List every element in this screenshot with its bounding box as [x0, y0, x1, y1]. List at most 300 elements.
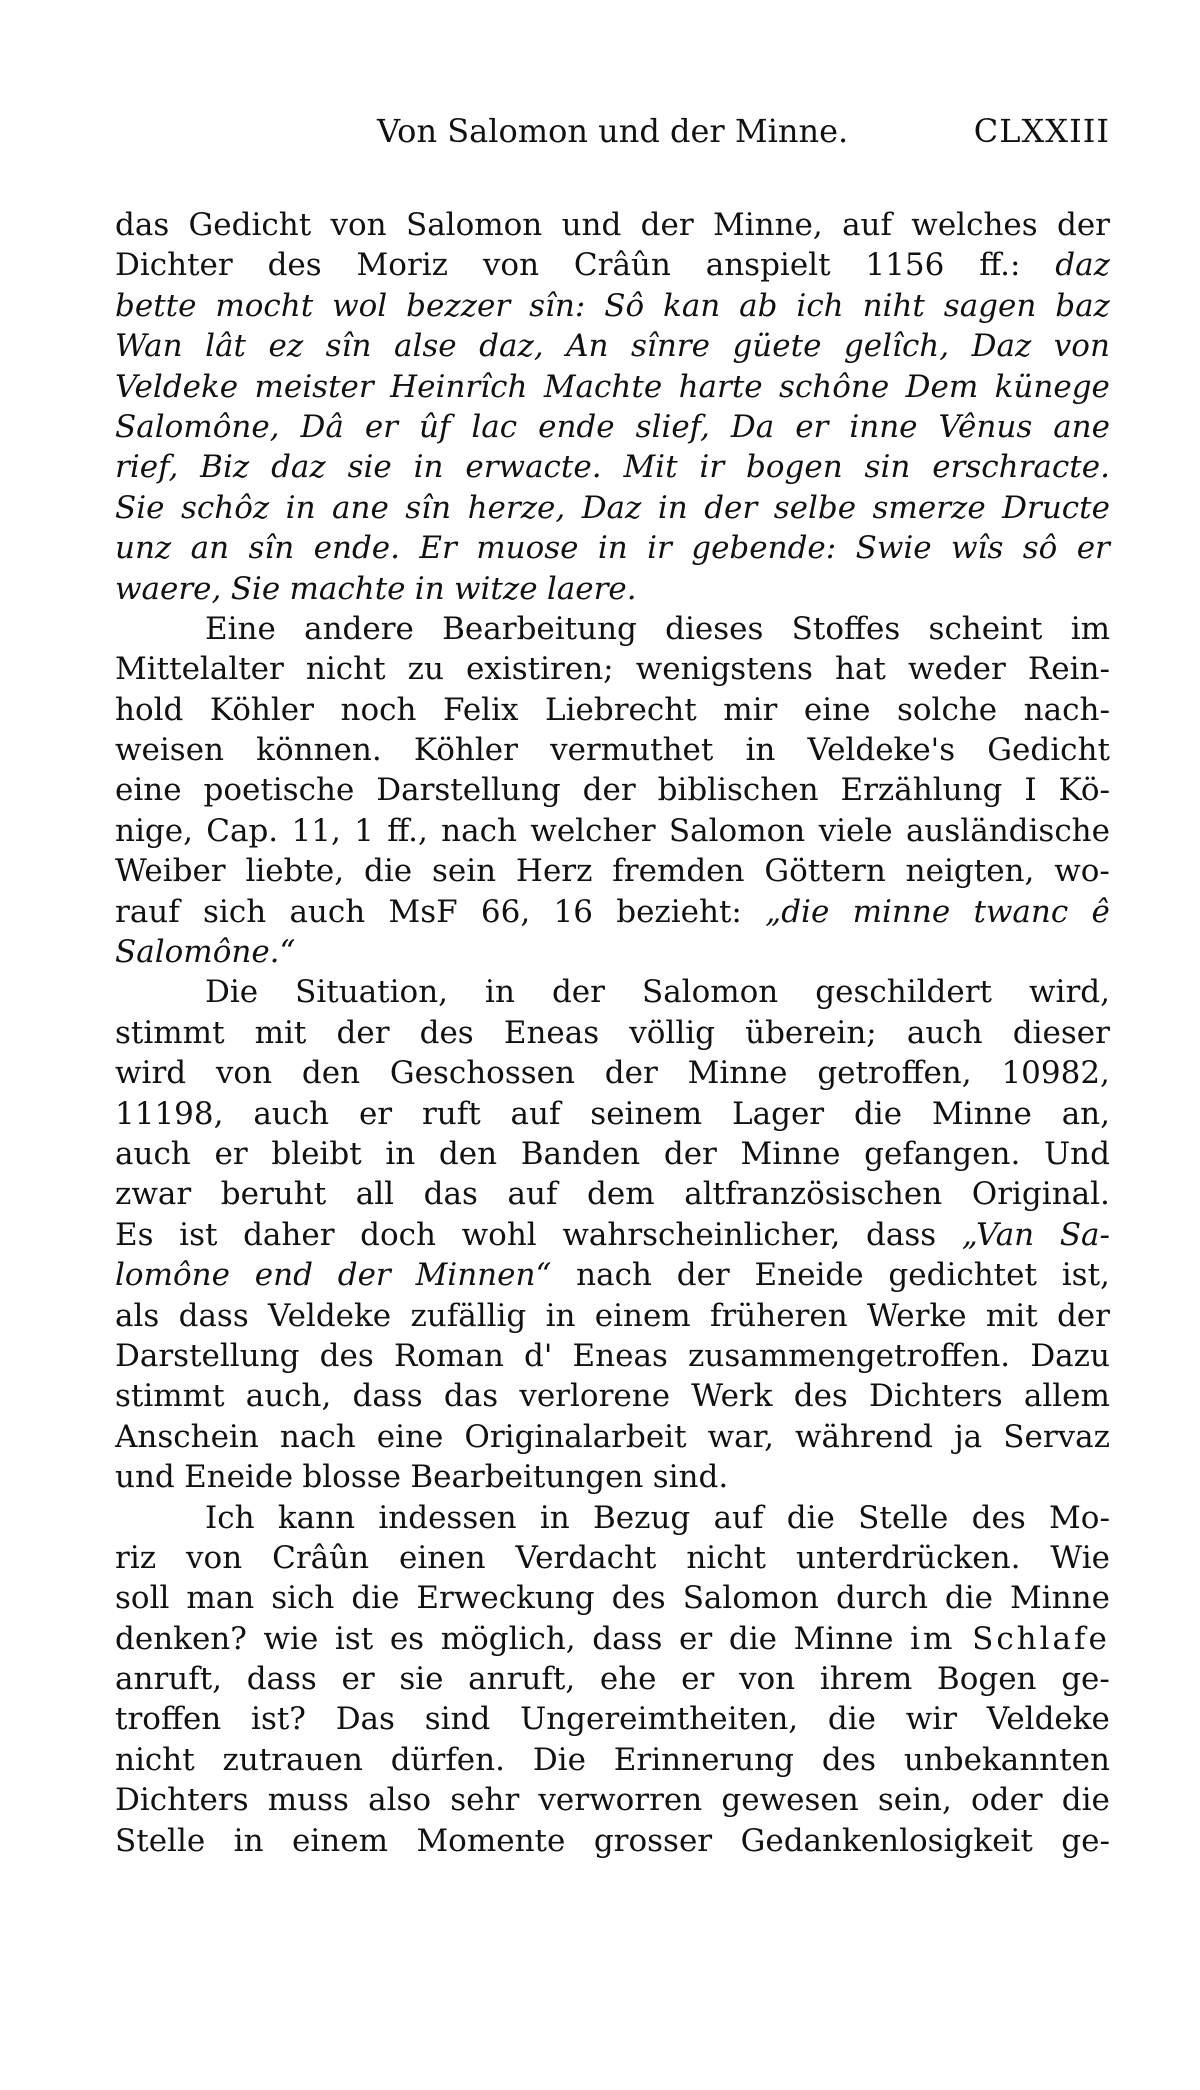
word: Dichter: [115, 247, 233, 284]
word: die: [944, 1580, 994, 1617]
word: nach: [576, 1257, 652, 1294]
word: während: [795, 1418, 933, 1455]
word: Eneide: [754, 1257, 864, 1294]
word: die: [1061, 1782, 1110, 1819]
word: daz: [1055, 247, 1110, 284]
word: ff.,: [387, 812, 428, 849]
word: sô: [1022, 530, 1058, 567]
text-line: [115, 1821, 1110, 1861]
word: noch: [340, 691, 417, 728]
word: Wie: [1050, 1539, 1110, 1576]
text-line: [115, 1174, 1110, 1214]
word: Köhler: [209, 691, 314, 728]
word: Dâ: [300, 408, 344, 445]
word: ruft: [421, 1095, 481, 1132]
text-line: [115, 1255, 1110, 1295]
word: mir: [723, 691, 778, 728]
word: ir: [647, 530, 672, 567]
word: geschildert: [815, 974, 993, 1011]
text-line: [115, 1699, 1110, 1739]
word: nach: [279, 1418, 356, 1455]
word: Heinrîch: [390, 368, 528, 405]
word: Eneas: [572, 1337, 668, 1374]
word: wie: [263, 1620, 319, 1657]
word: end: [254, 1257, 313, 1294]
word: oder: [970, 1782, 1043, 1819]
word: in: [233, 1822, 264, 1859]
word: ge-: [1061, 1661, 1110, 1698]
word: auch: [289, 893, 366, 930]
word: zufällig: [410, 1297, 527, 1334]
word: Es: [115, 1216, 154, 1253]
word: Salomon: [668, 812, 806, 849]
word: einen: [399, 1539, 486, 1576]
word: Crâûn: [573, 247, 671, 284]
word: ge-: [1061, 1822, 1110, 1859]
text-line: [115, 1457, 1110, 1497]
word: Eneas: [503, 1014, 600, 1051]
word: Sie: [230, 570, 281, 607]
text-line: [115, 1417, 1110, 1457]
word: völlig: [629, 1014, 716, 1051]
word: Crâûn: [272, 1539, 370, 1576]
word: von: [1053, 328, 1110, 365]
word: Mit: [623, 449, 678, 486]
word: riz: [115, 1539, 157, 1576]
word: dürfen.: [390, 1741, 505, 1778]
word: blosse: [302, 1459, 402, 1496]
word: verworren: [538, 1782, 703, 1819]
word: Daz: [581, 489, 642, 526]
word: ist: [334, 1620, 374, 1657]
word: gelîch,: [843, 328, 950, 365]
word: also: [368, 1782, 432, 1819]
text-line: [115, 488, 1110, 528]
word: den: [301, 1055, 361, 1092]
word: getroffen,: [817, 1055, 972, 1092]
text-line: [115, 770, 1110, 810]
word: An: [566, 328, 609, 365]
word: witze: [453, 570, 538, 607]
word: Mo-: [1049, 1499, 1110, 1536]
word: indessen: [378, 1499, 517, 1536]
word: rief,: [115, 449, 179, 486]
word: denken?: [115, 1620, 247, 1657]
word: „die: [765, 893, 830, 930]
word: von: [482, 247, 540, 284]
word: minne: [852, 893, 951, 930]
word: welches: [911, 207, 1038, 243]
word: durch: [835, 1580, 928, 1617]
word: es: [389, 1620, 425, 1657]
word: Stelle: [858, 1499, 949, 1536]
word: rauf: [115, 893, 180, 930]
word: dieses: [665, 610, 764, 647]
text-line: [115, 367, 1110, 407]
word: nicht: [115, 1741, 195, 1778]
word: viele: [818, 812, 893, 849]
word: neigten,: [905, 853, 1035, 890]
word: des: [419, 1014, 474, 1051]
word: Mittelalter: [115, 651, 284, 688]
text-line: [115, 1296, 1110, 1336]
word: in: [539, 1499, 570, 1536]
word: sîn: [405, 489, 452, 526]
word: erwacte.: [465, 449, 602, 486]
word: ff.:: [979, 247, 1021, 284]
word: anspielt: [705, 247, 831, 284]
word: vermuthet: [550, 732, 714, 769]
word: Dichters: [115, 1782, 249, 1819]
word: sein: [431, 853, 497, 890]
word: dass: [178, 1297, 249, 1334]
word: Ungereimtheiten,: [520, 1701, 799, 1738]
word: Daz: [971, 328, 1032, 365]
word: doch: [360, 1216, 437, 1253]
word: der: [663, 1135, 717, 1172]
word: mit: [254, 1014, 307, 1051]
word: MsF: [388, 893, 458, 930]
word: in: [657, 489, 688, 526]
word: 11,: [291, 812, 341, 849]
word: eine: [115, 772, 182, 809]
word: in: [413, 449, 444, 486]
word: auf: [510, 1095, 561, 1132]
word: ab: [739, 287, 778, 324]
text-line: [115, 932, 1110, 972]
word: kann: [277, 1499, 356, 1536]
word: Göttern: [764, 853, 886, 890]
word: verlorene: [519, 1378, 671, 1415]
word: wo-: [1054, 853, 1110, 890]
word: solche: [896, 691, 998, 728]
word: auch: [115, 1135, 191, 1172]
word: Dem: [905, 368, 979, 405]
word: das: [443, 1378, 499, 1415]
word: meister: [254, 368, 374, 405]
text-line: [115, 730, 1110, 770]
word: harte: [678, 368, 763, 405]
word: Bogen: [936, 1661, 1037, 1698]
word: altfranzösischen: [684, 1176, 943, 1213]
word: nicht: [686, 1539, 766, 1576]
word: wird,: [1029, 974, 1110, 1011]
word: zutrauen: [222, 1741, 363, 1778]
word: andere: [304, 610, 414, 647]
word: ane: [1053, 408, 1110, 445]
text-line: [115, 205, 1110, 245]
text-line: [115, 326, 1110, 366]
word: ê: [1091, 893, 1110, 930]
page-header: [115, 112, 1110, 162]
word: war,: [707, 1418, 774, 1455]
word: sie: [399, 1661, 444, 1698]
word: Cap.: [206, 812, 279, 849]
word: Das: [335, 1701, 395, 1738]
word: liebte,: [245, 853, 345, 890]
word: troffen: [115, 1701, 222, 1738]
word: wîs: [951, 530, 1004, 567]
text-line: [115, 1053, 1110, 1093]
word: bette: [115, 287, 197, 324]
word: als: [115, 1297, 160, 1334]
body-text: [115, 205, 1110, 1861]
word: auf: [842, 207, 892, 243]
word: ende: [538, 408, 615, 445]
word: Minnen“: [415, 1257, 552, 1294]
word: ir: [699, 449, 725, 486]
word: unterdrücken.: [795, 1539, 1021, 1576]
word: Schlafe: [972, 1620, 1110, 1657]
word: einem: [594, 1297, 691, 1334]
page-number: CLXXIII: [973, 112, 1110, 150]
word: Stoffes: [791, 610, 901, 647]
word: Ich: [205, 1499, 255, 1536]
text-line: [115, 1659, 1110, 1699]
word: Werke: [866, 1297, 967, 1334]
word: seinem: [590, 1095, 703, 1132]
word: Minne: [931, 1095, 1032, 1132]
word: alse: [393, 328, 457, 365]
word: bezieht:: [616, 893, 742, 930]
word: eine: [376, 1418, 444, 1455]
word: Sô: [604, 287, 645, 324]
word: nige,: [115, 812, 193, 849]
word: muss: [267, 1782, 349, 1819]
word: wird: [115, 1055, 187, 1092]
word: Gedankenlosigkeit: [740, 1822, 1033, 1859]
word: Moriz: [356, 247, 449, 284]
word: dem: [587, 1176, 655, 1213]
word: mit: [985, 1297, 1038, 1334]
word: „Van: [961, 1216, 1035, 1253]
word: scheint: [928, 610, 1043, 647]
word: können.: [256, 732, 382, 769]
word: laere.: [546, 570, 637, 607]
word: Sa-: [1059, 1216, 1110, 1253]
word: in: [385, 1135, 416, 1172]
word: das: [423, 1176, 478, 1213]
word: daz: [271, 449, 326, 486]
word: Swie: [855, 530, 932, 567]
word: ist?: [251, 1701, 306, 1738]
word: des: [611, 1580, 666, 1617]
word: zusammengetroffen.: [688, 1337, 1011, 1374]
word: slief,: [635, 408, 710, 445]
word: sînre: [631, 328, 710, 365]
word: auf: [507, 1176, 558, 1213]
word: Salomon: [641, 974, 779, 1011]
word: güete: [732, 328, 822, 365]
text-line: [115, 1619, 1110, 1659]
word: 66,: [480, 893, 531, 930]
text-line: [115, 1376, 1110, 1416]
word: der: [1056, 1297, 1110, 1334]
text-line: [115, 972, 1110, 1012]
word: Die: [205, 974, 259, 1011]
word: sind: [424, 1701, 491, 1738]
word: sein,: [877, 1782, 952, 1819]
word: er: [341, 1661, 375, 1698]
text-line: [115, 1134, 1110, 1174]
word: des: [821, 1741, 876, 1778]
word: überein;: [745, 1014, 877, 1051]
word: Darstellung: [115, 1337, 300, 1374]
word: Salomône.“: [115, 934, 296, 971]
word: lac: [471, 408, 518, 445]
text-line: [115, 1740, 1110, 1780]
word: sîn: [248, 530, 295, 567]
word: das: [115, 207, 170, 243]
word: beruht: [220, 1176, 327, 1213]
word: im: [1070, 610, 1110, 647]
word: Dichters: [869, 1378, 1003, 1415]
word: nicht: [305, 651, 386, 688]
word: Originalarbeit: [464, 1418, 687, 1455]
word: Verdacht: [515, 1539, 657, 1576]
word: dass: [866, 1216, 937, 1253]
word: ez: [268, 328, 304, 365]
word: ihrem: [819, 1661, 913, 1698]
word: Veldeke: [268, 1297, 392, 1334]
word: sind.: [652, 1459, 729, 1496]
word: Salomône,: [115, 408, 280, 445]
word: von: [186, 1539, 243, 1576]
word: nach: [441, 812, 517, 849]
word: sich: [271, 1580, 335, 1617]
word: dieser: [1012, 1014, 1110, 1051]
word: ich: [796, 287, 844, 324]
text-line: [115, 1538, 1110, 1578]
word: unz: [115, 530, 172, 567]
word: in: [285, 489, 316, 526]
word: früheren: [709, 1297, 848, 1334]
word: bezzer: [406, 287, 511, 324]
text-line: [115, 407, 1110, 447]
word: Sie: [115, 489, 165, 526]
word: Herz: [515, 853, 593, 890]
word: lât: [205, 328, 246, 365]
word: machte: [289, 570, 406, 607]
word: weisen: [115, 732, 225, 769]
word: des: [971, 1499, 1026, 1536]
word: der: [551, 974, 605, 1011]
word: Liebrecht: [545, 691, 697, 728]
word: poetische: [203, 772, 355, 809]
word: gebende:: [691, 530, 837, 567]
word: mocht: [215, 287, 314, 324]
word: ist,: [1061, 1257, 1110, 1294]
word: I: [1024, 772, 1037, 809]
word: daher: [243, 1216, 335, 1253]
word: sîn: [325, 328, 372, 365]
word: ende.: [313, 530, 400, 567]
word: Kö-: [1058, 772, 1110, 809]
word: auf: [713, 1499, 764, 1536]
word: grosser: [593, 1822, 713, 1859]
word: möglich,: [440, 1620, 576, 1657]
word: Veldeke: [115, 368, 239, 405]
word: des: [319, 1337, 374, 1374]
word: Rein-: [1027, 651, 1110, 688]
text-line: [115, 1013, 1110, 1053]
word: eine: [803, 691, 871, 728]
word: ist: [179, 1216, 218, 1253]
text-line: [115, 1094, 1110, 1134]
word: Situation,: [295, 974, 449, 1011]
word: stimmt: [115, 1014, 225, 1051]
word: Gedicht: [188, 207, 312, 243]
word: die: [363, 853, 413, 890]
word: ane: [332, 489, 389, 526]
word: an: [190, 530, 230, 567]
word: Minne: [1010, 1580, 1110, 1617]
word: sich: [203, 893, 267, 930]
word: die: [853, 1095, 903, 1132]
word: ja: [954, 1418, 983, 1455]
text-line: [115, 1498, 1110, 1538]
word: Und: [1043, 1135, 1110, 1172]
word: auch: [906, 1014, 983, 1051]
word: ausländische: [905, 812, 1110, 849]
word: Anschein: [115, 1418, 259, 1455]
running-title: Von Salomon und der Minne.: [377, 112, 849, 150]
word: wir: [905, 1701, 958, 1738]
word: Er: [419, 530, 457, 567]
word: Erzählung: [840, 772, 1003, 809]
word: Minne: [740, 1135, 841, 1172]
word: an,: [1061, 1095, 1110, 1132]
word: Roman: [393, 1337, 504, 1374]
word: bleibt: [271, 1135, 362, 1172]
word: Erweckung: [416, 1580, 595, 1617]
word: Da: [730, 408, 775, 445]
word: soll: [115, 1580, 170, 1617]
word: daz,: [479, 328, 544, 365]
word: den: [438, 1135, 498, 1172]
word: schône: [779, 368, 890, 405]
word: der: [582, 772, 636, 809]
word: des: [793, 1378, 848, 1415]
word: welcher: [530, 812, 656, 849]
word: schôz: [180, 489, 270, 526]
word: wohl: [461, 1216, 537, 1253]
word: sagen: [943, 287, 1037, 324]
word: in: [597, 530, 628, 567]
word: herze,: [467, 489, 566, 526]
text-line: [115, 609, 1110, 649]
word: waere,: [115, 570, 222, 607]
word: Eine: [205, 610, 276, 647]
word: all: [355, 1176, 395, 1213]
word: Erinnerung: [613, 1741, 795, 1778]
word: in: [485, 974, 515, 1011]
word: allem: [1023, 1378, 1110, 1415]
word: Lager: [732, 1095, 825, 1132]
word: muose: [476, 530, 579, 567]
word: Felix: [443, 691, 519, 728]
word: Dructe: [1002, 489, 1110, 526]
text-line: [115, 1215, 1110, 1255]
word: Darstellung: [376, 772, 561, 809]
word: weder: [907, 651, 1006, 688]
word: in: [414, 570, 445, 607]
text-line: [115, 286, 1110, 326]
word: Bearbeitungen: [410, 1459, 644, 1496]
word: in: [545, 1297, 576, 1334]
word: zu: [407, 651, 444, 688]
word: im: [910, 1620, 956, 1657]
